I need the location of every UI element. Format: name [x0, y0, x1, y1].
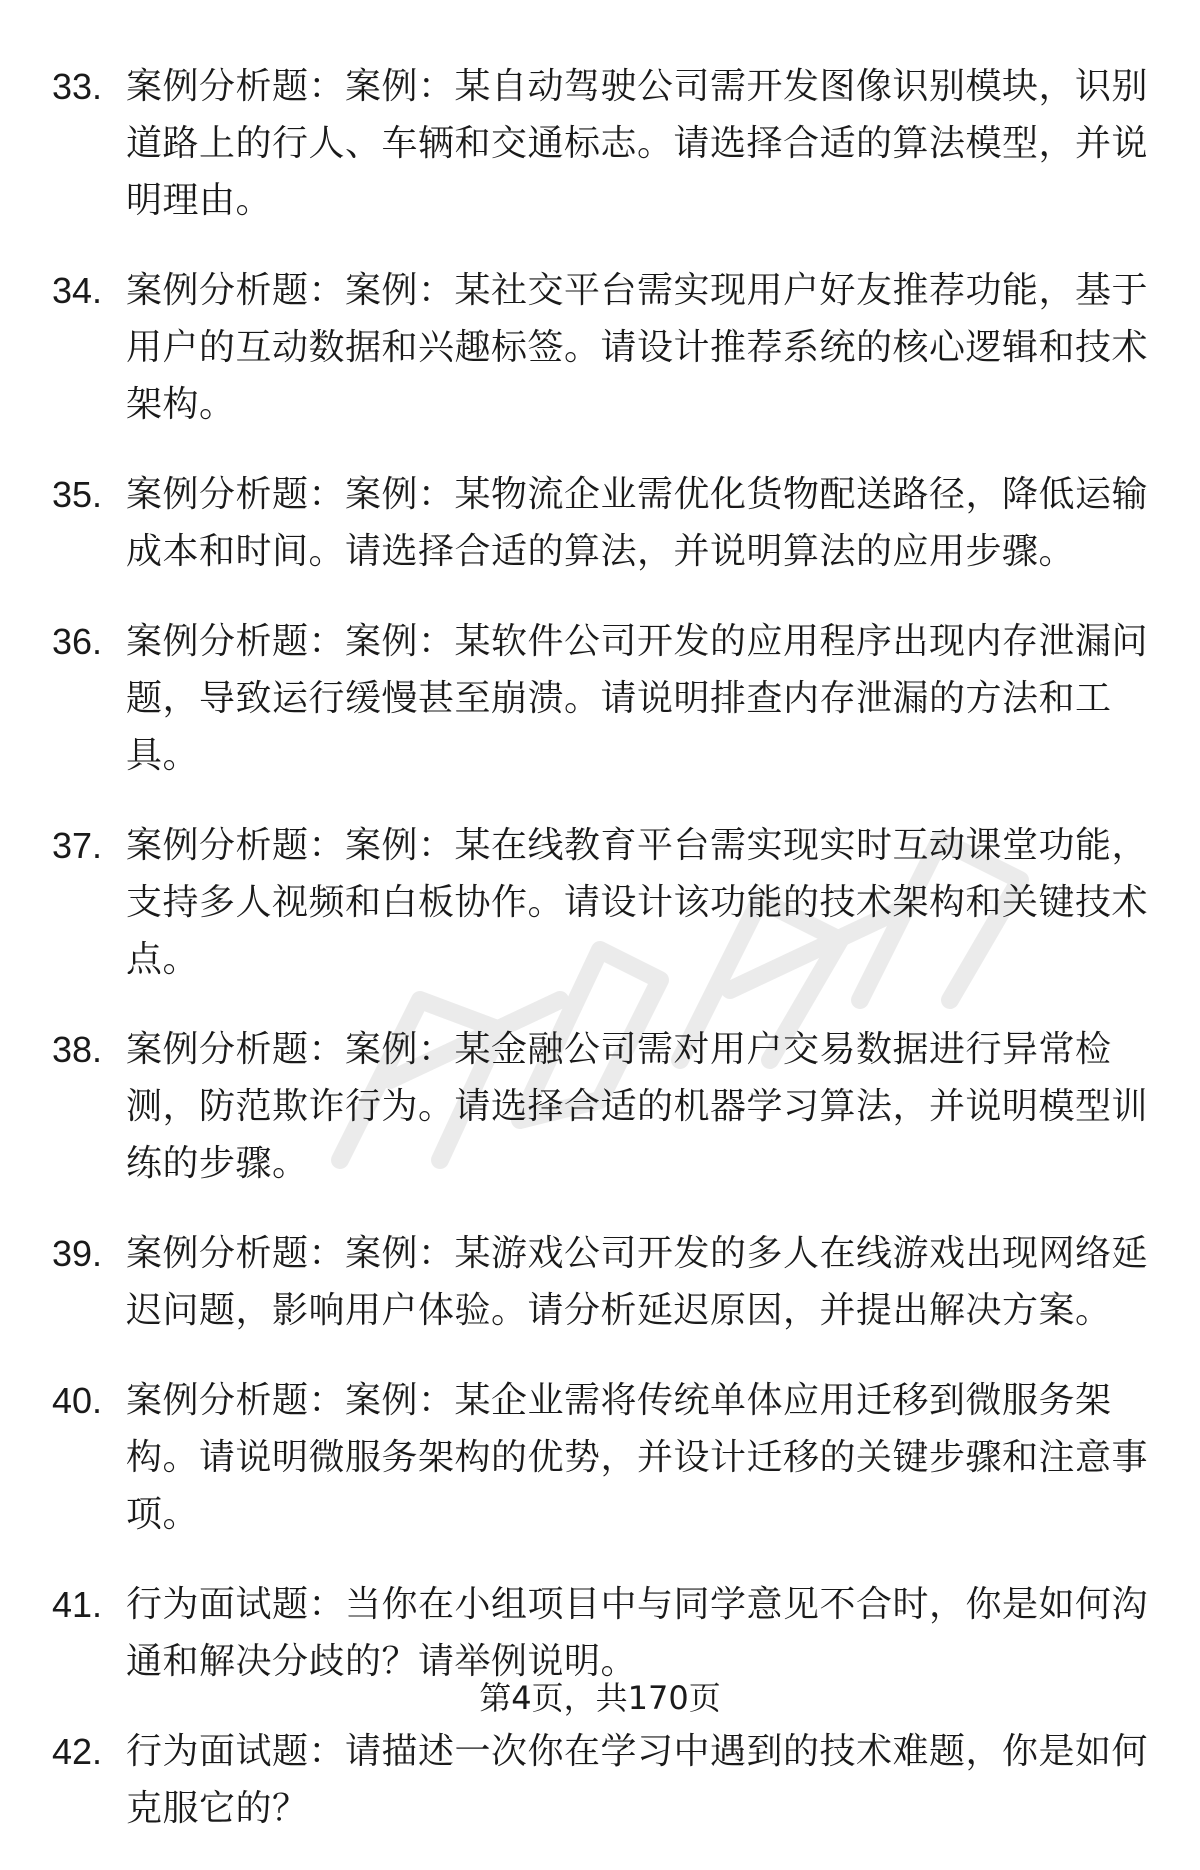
question-number: 38. [52, 1029, 103, 1070]
list-item [52, 262, 1148, 433]
question-text: 案例分析题：案例：某在线教育平台需实现实时互动课堂功能，支持多人视频和白板协作。请设计该功能的技术架构和关键技术点。 [126, 825, 1149, 980]
question-number: 35. [52, 474, 103, 515]
question-list [52, 58, 1148, 1870]
list-item [52, 1723, 1148, 1837]
question-number: 39. [52, 1233, 103, 1274]
question-text: 案例分析题：案例：某金融公司需对用户交易数据进行异常检测，防范欺诈行为。请选择合适的机器学习算法，并说明模型训练的步骤。 [126, 1029, 1149, 1184]
question-text: 行为面试题：请描述一次你在学习中遇到的技术难题，你是如何克服它的？ [126, 1731, 1149, 1829]
question-number: 33. [52, 66, 103, 107]
question-number: 37. [52, 825, 103, 866]
list-item [52, 58, 1148, 229]
question-number: 34. [52, 270, 103, 311]
list-item [52, 817, 1148, 988]
question-text: 案例分析题：案例：某游戏公司开发的多人在线游戏出现网络延迟问题，影响用户体验。请分析延迟原因，并提出解决方案。 [126, 1233, 1149, 1331]
list-item [52, 1576, 1148, 1690]
question-text: 案例分析题：案例：某软件公司开发的应用程序出现内存泄漏问题，导致运行缓慢甚至崩溃。请说明排查内存泄漏的方法和工具。 [126, 621, 1149, 776]
question-number: 42. [52, 1731, 103, 1772]
question-text: 行为面试题：当你在小组项目中与同学意见不合时，你是如何沟通和解决分歧的？请举例说明。 [126, 1584, 1149, 1682]
list-item [52, 1372, 1148, 1543]
question-text: 案例分析题：案例：某企业需将传统单体应用迁移到微服务架构。请说明微服务架构的优势，并设计迁移的关键步骤和注意事项。 [126, 1380, 1149, 1535]
list-item [52, 1225, 1148, 1339]
question-number: 41. [52, 1584, 103, 1625]
question-text: 案例分析题：案例：某自动驾驶公司需开发图像识别模块，识别道路上的行人、车辆和交通标志。请选择合适的算法模型，并说明理由。 [126, 66, 1149, 221]
question-number: 40. [52, 1380, 103, 1421]
list-item [52, 613, 1148, 784]
question-number: 36. [52, 621, 103, 662]
question-text: 案例分析题：案例：某社交平台需实现用户好友推荐功能，基于用户的互动数据和兴趣标签。请设计推荐系统的核心逻辑和技术架构。 [126, 270, 1149, 425]
question-text: 案例分析题：案例：某物流企业需优化货物配送路径，降低运输成本和时间。请选择合适的算法，并说明算法的应用步骤。 [126, 474, 1149, 572]
list-item [52, 1021, 1148, 1192]
list-item [52, 466, 1148, 580]
page-footer: 第4页，共170页 [479, 1679, 721, 1717]
